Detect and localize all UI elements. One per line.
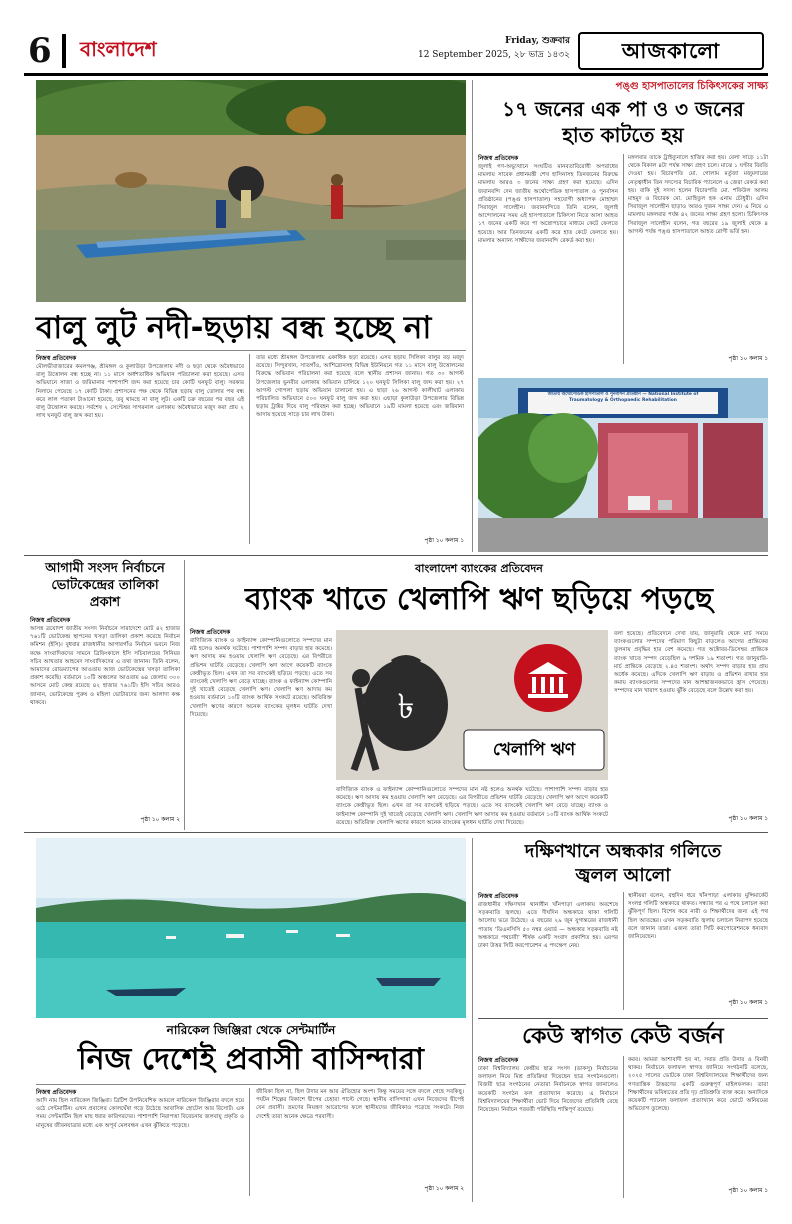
story2-byline: নিজস্ব প্রতিবেদক [478,155,519,162]
story2-col1: জুলাই গণ-অভ্যুত্থানে সংঘটিত মানবতাবিরোধী অপরাধের মামলায় সাবেক প্রধানমন্ত্রী শেখ হাসিনাসহ তিনজনের বিরুদ্ধে মামলায় আরও ৩ জনের সাক্ষ্য গ্রহণ করা হয়েছে। এদিন জবানবন্দি দেন জাতীয় অর্থোপেডিক হাসপাতাল ও পুনর্বাসন প্রতিষ্ঠানের (পঙ্গু হাসপাতাল) সহযোগী অধ্যাপক মোহাম্মদ সিরাজুল সালেহীন। জবানবন্দিতে তিনি বলেন, জুলাই আন্দোলনের সময় এই হাসপাতালে চিকিৎসা নিতে আসা আহত ১৭ জনের একটি করে পা অস্ত্রোপচারে মাধ্যমে কেটে ফেলতে হয়েছে। আর তিনজনের একটি করে হাত কেটে ফেলতে হয়। মামলার অন্যান্য সাক্ষীদের জবানবন্দি রেকর্ড করা হয়। [478,164,618,244]
story4-byline: নিজস্ব প্রতিবেদক [190,629,231,636]
river-sand-illustration [36,80,466,302]
newspaper-logo: আজকালো [578,32,764,70]
story7-continued: পৃষ্ঠা ১০ কলাম ১ [728,1188,768,1194]
story4-headline: ব্যাংক খাতে খেলাপি ঋণ ছড়িয়ে পড়ছে [245,582,713,617]
story7-body [478,1056,768,1202]
page-number-divider [62,34,66,68]
story4-body-right [614,630,768,826]
story1-col1: মৌলভীবাজারের কমলগঞ্জ, শ্রীমঙ্গল ও কুলাউড়া উপজেলায় নদী ও ছড়া থেকে অবৈধভাবে বালু উত্তোলন বন্ধ হচ্ছে না। ১১ মাসে অর্ধশতাধিক অভিযান পরিচালনা করা হয়েছে। এসব অভিযানে সাজা ও জরিমানার পাশাপাশি জব্দ করা হয়েছে চার কোটি ঘনফুট বালু। সরকার নিলামে পেয়েছে ১৭ কোটি টাকা। প্রশাসনের পক্ষ থেকে বিভিন্ন ছড়ায় বালু তোলার পথ বন্ধ করে লাল পতাকা টাঙানো হয়েছে, তবু থামছে না বালু লুট। একটি চক্র বছরের পর বছর এই বালু উত্তোলন করছে। সর্বশেষ ২ সেপ্টেম্বর সাগরনাল এলাকায় অবৈধভাবে মজুদ করা প্রায় ২ লাখ ঘনফুট বালু জব্দ করা হয়। [36,364,244,420]
story3-headline-line3: প্রকাশ [89,595,121,610]
story4-under-image-note [336,786,608,826]
story7-headline: কেউ স্বাগত কেউ বর্জন [522,1024,724,1049]
river-sand-photo [36,80,466,302]
story1-headline: বালু লুট নদী-ছড়ায় বন্ধ হচ্ছে না [36,310,432,346]
story6-kicker: নারিকেল জিঞ্জিরা থেকে সেন্টমার্টিন [166,1023,336,1037]
story6-body [36,1088,464,1200]
story1-byline: নিজস্ব প্রতিবেদক [36,355,77,362]
page-number: 6 [28,31,52,71]
story7-col2: করব। আমরা আশাবাদী হব না, সবার প্রতি উদার ও বিনয়ী থাকব। নির্বাচনে ফলাফল স্বাগত জানিয়ে সংগঠনটি বলেছে, ২০২৫ সালের ভোটকে ঢাকা বিশ্ববিদ্যালয়ের শিক্ষার্থীদের জন্য গণতান্ত্রিক উত্তরণের একটি গুরুত্বপূর্ণ মাইলফলক। তারা শিক্ষার্থীদের ভবিষ্যতের প্রতি দৃঢ় প্রতিশ্রুতি ব্যক্ত করে। অন্যদিকে কয়েকটি প্যানেল ফলাফল প্রত্যাখ্যান করে ভোটে অনিয়মের অভিযোগ তুলেছে। [628,1057,768,1113]
story5-body [478,892,768,1014]
story7-col1: ঢাকা বিশ্ববিদ্যালয় কেন্দ্রীয় ছাত্র সংসদ (ডাকসু) নির্বাচনের ফলাফল নিয়ে মিশ্র প্রতিক্রিয়া দিয়েছেন ছাত্র সংগঠনগুলো। বিজয়ী ছাত্র সংগঠনের নেতারা নির্বাচনকে স্বাগত জানালেও কয়েকটি সংগঠন ফল প্রত্যাখ্যান করেছে। এ নির্বাচনে বিশ্ববিদ্যালয়ের শিক্ষার্থীরা ভোট দিয়ে নিজেদের প্রতিনিধি বেছে নিয়েছেন। নির্বাচন পরবর্তী পরিস্থিতি শান্তিপূর্ণ রয়েছে। [478,1066,618,1114]
day-label: Friday, শুক্রবার [505,36,570,46]
date-label: 12 September 2025, ২৮ ভাদ্র ১৪৩২ [417,50,570,60]
story2-headline-line1: ১৭ জনের এক পা ও ৩ জনের [502,97,744,121]
story6-continued: পৃষ্ঠা ১০ কলাম ২ [424,1186,464,1192]
svg-text:৳: ৳ [397,687,415,727]
saint-martin-photo [36,838,466,1018]
story6-headline: নিজ দেশেই প্রবাসী বাসিন্দারা [78,1042,424,1077]
story4-col1: বাণিজ্যিক ব্যাংক ও ফাইন্যান্স কোম্পানিগুলোতে সম্পদের মান নষ্ট হলেও অনর্থক ঘটেছে। পাশাপাশি সম্পদ বাড়ার হার কমেছে। ঋণ আদায় কম হওয়ায় খেলাপি ঋণ বেড়েছে। এর বিপরীতে প্রভিশন ঘাটতি বেড়েছে। খেলাপি ঋণ আগে কয়েকটি ব্যাংকে কেন্দ্রীভূত ছিল। এখন তা সব ব্যাংকেই ছড়িয়ে পড়ছে। এতে সব ব্যাংকেই খেলাপি ঋণ বেড়ে যাচ্ছে। ব্যাংক ও ফাইন্যান্স কোম্পানি দুই খাতেই বেড়েছে খেলাপি ঋণ। খেলাপি ঋণ আদায় কম হওয়ায় বর্তমানে ১০টি ব্যাংক আর্থিক সংকটে রয়েছে। অতিরিক্ত খেলাপি ঋণের কারণে অনেক ব্যাংকের মূলধন ঘাটতি দেখা দিয়েছে। [190,638,332,718]
story5-col2: স্থানীয়রা বলেন, বহুদিন ধরে খাঁনপাড়া এলাকার মুন্সিমার্কেট সংলগ্ন গলিটি অন্ধকারে থাকত। সন্ধ্যার পর এ পথে চলাচল করা ঝুঁকিপূর্ণ ছিল। বিশেষ করে নারী ও শিক্ষার্থীদের জন্য এই পথ ছিল আতঙ্কের। এখন সড়কবাতি জ্বলায় চলাচল নিরাপদ হয়েছে বলে জানান তারা। এজন্য তারা সিটি করপোরেশনকে ধন্যবাদ জানিয়েছেন। [628,893,768,941]
story4-under-image-text: বাণিজ্যিক ব্যাংক ও ফাইন্যান্স কোম্পানিগুলোতে সম্পদের মান নষ্ট হলেও অনর্থক ঘটেছে। পাশাপাশি সম্পদ বাড়ার হার কমেছে। ঋণ আদায় কম হওয়ায় খেলাপি ঋণ বেড়েছে। এর বিপরীতে প্রভিশন ঘাটতি বেড়েছে। খেলাপি ঋণ আগে কয়েকটি ব্যাংকে কেন্দ্রীভূত ছিল। এখন তা সব ব্যাংকেই ছড়িয়ে পড়ছে। এতে সব ব্যাংকেই খেলাপি ঋণ বেড়ে যাচ্ছে। ব্যাংক ও ফাইন্যান্স কোম্পানি দুই খাতেই বেড়েছে খেলাপি ঋণ। খেলাপি ঋণ আদায় কম হওয়ায় বর্তমানে ১০টি ব্যাংক আর্থিক সংকটে রয়েছে। অতিরিক্ত খেলাপি ঋণের কারণে অনেক ব্যাংকের মূলধন ঘাটতি দেখা দিয়েছে। [336,787,608,826]
story1-col2: তার মধ্যে শ্রীমঙ্গল উপজেলায় একাধিক ছড়া রয়েছে। এসব ছড়ায় সিলিকা বালুর বড় মজুদ রয়েছে। সিন্দুরখান, সাতগাঁও, আশিদ্রোনসহ বিভিন্ন ইউনিয়নে গত ১১ মাসে বালু উত্তোলনের বিরুদ্ধে অভিযান পরিচালনা করা হয়েছে বলে স্থানীয় প্রশাসন জানায়। গত ৩০ আগস্ট উপজেলার ভুনবীর এলাকায় অভিযান চালিয়ে ১২০ ঘনফুট সিলিকা বালু জব্দ করা হয়। ২৭ আগস্ট গোপলা ছড়ায় অভিযান চালানো হয়। এ ছাড়া ২৬ আগস্ট কালীঘাট এলাকায় পরিচালিত অভিযানে ৫০০ ঘনফুট বালু জব্দ করা হয়। এছাড়া কুলাউড়া উপজেলার বিভিন্ন ছড়ায় ট্রাক্টর দিয়ে বালু পরিবহন করা হচ্ছে। অভিযানে ১৯টি মামলা হয়েছে এবং জরিমানা আদায় হয়েছে সাড়ে চার লাখ টাকা। [256,355,464,419]
hospital-sign-text: জাতীয় অর্থোপেডিক হাসপাতাল ও পুনর্বাসন প্রতিষ্ঠান — National Institute of Traumatology & Orthopaedic Rehabilitation [547,392,699,403]
dateline [418,34,570,62]
story6-col2: জীবিকা ছিল না, ছিল উদার মন আর ঐতিহ্যের অংশ। কিন্তু সময়ের সঙ্গে বদলে গেছে সবকিছু। পর্যটন শিল্পের বিকাশে দ্বীপের চেহারা পাল্টে গেছে। স্থানীয় বাসিন্দারা এখন নিজেদের দ্বীপেই যেন প্রবাসী। ভ্রমণের নিয়ন্ত্রণ আরোপের ফলে স্থানীয়দের জীবিকাও পড়েছে সংকটে। নিজ দেশেই তারা অনেক ক্ষেত্রে পরবাসী। [256,1089,464,1120]
beach-illustration [36,838,466,1018]
story5-byline: নিজস্ব প্রতিবেদক [478,893,519,900]
story2-kicker: পঙ্গু হাসপাতালের চিকিৎসকের সাক্ষ্য [615,81,768,92]
story1-continued: পৃষ্ঠা ১০ কলাম ১ [424,538,464,544]
bad-loan-label: খেলাপি ঋণ [492,740,576,760]
story2-continued: পৃষ্ঠা ১০ কলাম ১ [728,356,768,362]
section-title: বাংলাদেশ [80,37,157,61]
bad-loan-illustration [336,630,608,780]
story6-byline: নিজস্ব প্রতিবেদক [36,1089,77,1096]
story4-col2: বলা হয়েছে। প্রতিবেদনে দেখা যায়, জানুয়ারি থেকে মার্চ সময়ে ব্যাংকগুলোর সম্পদের পরিমাণ কিছুটা বাড়লেও আগের প্রান্তিকের তুলনায় প্রবৃদ্ধির হার বেশ কমেছে। গত অক্টোবর-ডিসেম্বর প্রান্তিকে ব্যাংক খাতে সম্পদ বেড়েছিল ৯ দশমিক ১৯ শতাংশ। গত জানুয়ারি-মার্চ প্রান্তিকে বেড়েছে ২.৪৫ শতাংশ। অর্থাৎ সম্পদ বাড়ার হার প্রায় অর্ধেক কমেছে। এদিকে খেলাপি ঋণ বাড়ায় ও প্রভিশন রাখার হার কমায় ব্যাংকগুলোর সম্পদের মান আশঙ্কাজনকভাবে হ্রাস পেয়েছে। সম্পদের মান খারাপ হওয়ায় ঝুঁকি বেড়েছে বলে উল্লেখ করা হয়। [614,631,768,695]
story5-continued: পৃষ্ঠা ১০ কলাম ১ [728,1000,768,1006]
story2-headline-line2: হাত কাটতে হয় [562,123,684,147]
story5-headline [478,840,768,888]
story3-headline [30,560,180,611]
story5-headline-line2: জ্বলল আলো [575,865,671,886]
story5-col1: রাজধানীর দক্ষিণখান থানাধীন খাঁনপাড়া এলাকায় অবশেষে সড়কবাতি জ্বলছে। এতে দীর্ঘদিন অন্ধকারে থাকা গলিটি আলোয় ভরে উঠেছে। এ বছরের ২৯ জুন যুগান্তরের রাজধানী পাতায় ‘ডিএনসিসি ৫০ নম্বর ওয়ার্ড — অন্ধকার সড়কবাতি নষ্ট অন্ধকারে পথচারী’ শীর্ষক একটি সংবাদ প্রকাশিত হয়। এরপর ঢাকা উত্তর সিটি করপোরেশন এ পদক্ষেপ নেয়। [478,902,618,950]
story4-kicker: বাংলাদেশ ব্যাংকের প্রতিবেদন [415,562,543,575]
story4-continued: পৃষ্ঠা ১০ কলাম ১ [728,816,768,822]
story3-body [30,616,180,826]
story1-body [36,354,464,550]
story7-byline: নিজস্ব প্রতিবেদক [478,1057,519,1064]
masthead-rule [24,73,768,76]
story2-body [478,154,768,370]
story3-continued: পৃষ্ঠা ১০ কলাম ২ [140,817,180,823]
story3-byline: নিজস্ব প্রতিবেদক [30,617,71,624]
story3-headline-line2: ভোটকেন্দ্রের তালিকা [51,578,159,593]
story5-headline-line1: দক্ষিণখানে অন্ধকার গলিতে [524,841,722,862]
story3-text: আসন্ন ত্রয়োদশ জাতীয় সংসদ নির্বাচনে সারাদেশে মোট ৪২ হাজার ৭৬১টি ভোটকেন্দ্র স্থাপনের খসড়া তালিকা প্রকাশ করেছে নির্বাচন কমিশন (ইসি)। বুধবার রাজধানীর আগারগাঁও নির্বাচন ভবনে নিজ কক্ষে সাংবাদিকদের সামনে ব্রিফিংকালে ইসি সচিবালয়ের সিনিয়র সচিব আখতার আহমেদ সাংবাদিকদের এ তথ্য জানান। তিনি বলেন, আমাদের রোডম্যাপের আওতায় আজ ভোটকেন্দ্রের খসড়া তালিকা প্রকাশ করেছি। বর্তমানে ১০টি অঞ্চলের আওতায় ৬৪ জেলায় ৩০০ আসনে মোট কেন্দ্র রয়েছে ৪২ হাজার ৭৬১টি। ইসি সচিব আরও জানান, ভোটকেন্দ্রে পুরুষ ও মহিলা ভোটারদের জন্য আলাদা কক্ষ থাকবে। [30,626,180,706]
story4-body-left [190,628,332,828]
story3-headline-line1: আগামী সংসদ নির্বাচনে [45,561,165,576]
story2-col2: মঙ্গলবার তাকে ট্রাইব্যুনালে হাজির করা হয়। বেলা সাড়ে ১১টা থেকে বিকাল ৪টা পর্যন্ত সাক্ষ্য গ্রহণ চলে। মাঝে ১ ঘণ্টার বিরতি দেওয়া হয়। বিচারপতি মো. গোলাম মর্তুজা মজুমদারের নেতৃত্বাধীন তিন সদস্যের বিচারিক প্যানেলে এ জেরা রেকর্ড করা হয়। বাকি দুই সদস্য হলেন বিচারপতি মো. শফিউল আলম মাহমুদ ও বিচারক মো. মোহিতুল হক এনাম চৌধুরী। এদিন সিরাজুল সালেহীন ছাড়াও আরও দুজন সাক্ষ্য দেন। এ নিয়ে এ মামলায় মঙ্গলবার পর্যন্ত ৪২ জনের সাক্ষ্য গ্রহণ হলো। চিকিৎসক সিরাজুল সালেহীন বলেন, গত বছরের ১৯ জুলাই থেকে ৪ আগস্ট পর্যন্ত পঙ্গু হাসপাতালে আহত রোগী ভর্তি হন। [628,155,768,235]
story6-col1: আদি নাম ছিল নারিকেল জিঞ্জিরা। ব্রিটিশ উপনিবেশিক আমলে নারিকেল জিঞ্জিরার বদলে হয়ে ওঠে সেন্টমার্টিন। এখন প্রবালের কোলঘেঁষা গড়ে উঠেছে আবাসিক হোটেল আর রিসোর্ট। এক সময় সেন্টমার্টিন ছিল মাছ ধরার কারিগরদের। পাশাপাশি নিরাপত্তা বিবেচনায় জলবায়ু প্রকৃতি ও মানুষের জীবনযাত্রার মধ্যে এক অপূর্ব মেলবন্ধন এখন ঝুঁকিতে পড়েছে। [36,1098,244,1129]
hospital-photo [478,378,768,552]
story2-headline [478,96,768,148]
